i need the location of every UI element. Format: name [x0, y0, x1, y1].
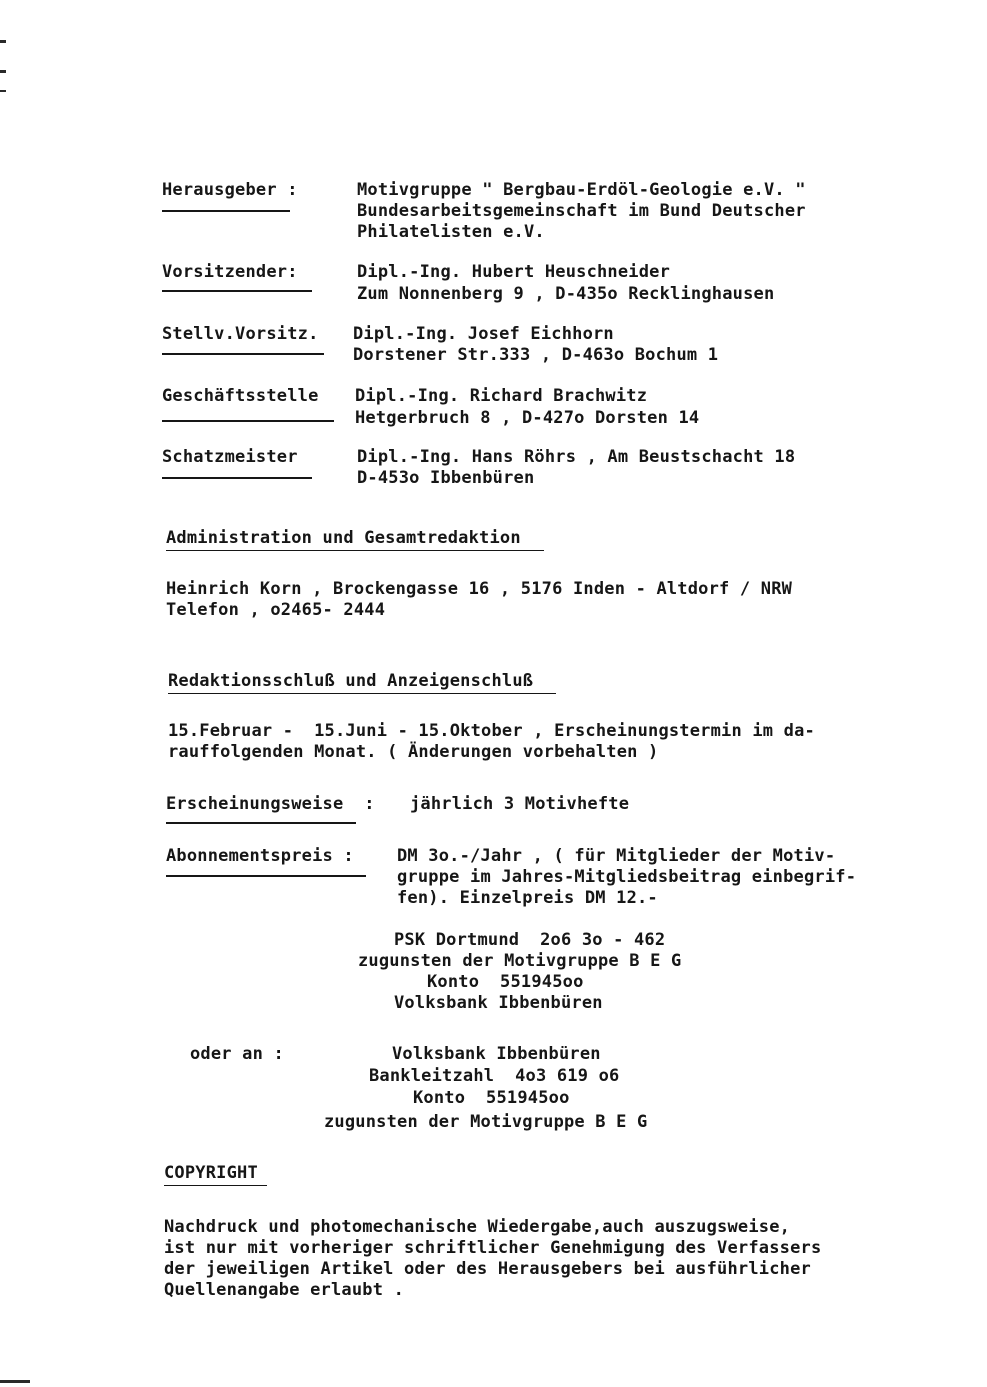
deadline-line: rauffolgenden Monat. ( Änderungen vorbehalten ): [168, 742, 659, 762]
label-underline: [162, 477, 312, 479]
heading-underline: [166, 550, 544, 551]
entry-label-vorsitzender: Vorsitzender:: [162, 262, 298, 282]
label-underline: [162, 420, 334, 422]
bank-line: Bankleitzahl 4o3 619 o6: [369, 1066, 620, 1086]
entry-label-herausgeber: Herausgeber :: [162, 180, 298, 200]
entry-line: Dipl.-Ing. Hubert Heuschneider: [357, 262, 671, 282]
entry-label-geschaeftsstelle: Geschäftsstelle: [162, 386, 319, 406]
entry-line: D-453o Ibbenbüren: [357, 468, 535, 488]
administration-line: Heinrich Korn , Brockengasse 16 , 5176 Inden - Altdorf / NRW: [166, 579, 793, 599]
label-underline: [162, 353, 324, 355]
deadline-line: 15.Februar - 15.Juni - 15.Oktober , Erscheinungstermin im da-: [168, 721, 815, 741]
label-underline: [166, 875, 366, 877]
entry-line: Dorstener Str.333 , D-463o Bochum 1: [353, 345, 719, 365]
subscription-label: Abonnementspreis :: [166, 846, 354, 866]
scan-edge-mark: [0, 40, 6, 43]
bank-line: Konto 551945oo: [413, 1088, 570, 1108]
administration-line: Telefon , o2465- 2444: [166, 600, 386, 620]
label-underline: [162, 290, 312, 292]
scan-edge-mark: [0, 90, 6, 92]
bank-line: Volksbank Ibbenbüren: [394, 993, 603, 1013]
entry-line: Dipl.-Ing. Richard Brachwitz: [355, 386, 648, 406]
subscription-line: gruppe im Jahres-Mitgliedsbeitrag einbegrif-: [397, 867, 857, 887]
heading-underline: [168, 693, 556, 694]
subscription-line: DM 3o.-/Jahr , ( für Mitglieder der Motiv-: [397, 846, 836, 866]
label-underline: [162, 210, 290, 212]
entry-line: Dipl.-Ing. Hans Röhrs , Am Beustschacht 18: [357, 447, 796, 467]
scan-edge-mark: [0, 70, 6, 73]
entry-line: Zum Nonnenberg 9 , D-435o Recklinghausen: [357, 284, 775, 304]
label-underline: [166, 822, 356, 824]
entry-line: Philatelisten e.V.: [357, 222, 545, 242]
bank-line: zugunsten der Motivgruppe B E G: [358, 951, 682, 971]
copyright-line: ist nur mit vorheriger schriftlicher Genehmigung des Verfassers: [164, 1238, 822, 1258]
entry-line: Hetgerbruch 8 , D-427o Dorsten 14: [355, 408, 700, 428]
frequency-value: jährlich 3 Motivhefte: [410, 794, 630, 814]
subscription-line: fen). Einzelpreis DM 12.-: [397, 888, 658, 908]
scan-edge-mark: [0, 1380, 30, 1383]
administration-heading: Administration und Gesamtredaktion: [166, 528, 521, 548]
copyright-line: Nachdruck und photomechanische Wiedergabe,auch auszugsweise,: [164, 1217, 791, 1237]
bank-line: Volksbank Ibbenbüren: [392, 1044, 601, 1064]
bank-line: Konto 551945oo: [427, 972, 584, 992]
entry-line: Dipl.-Ing. Josef Eichhorn: [353, 324, 614, 344]
deadline-heading: Redaktionsschluß und Anzeigenschluß: [168, 671, 534, 691]
copyright-line: der jeweiligen Artikel oder des Herausgebers bei ausführlicher: [164, 1259, 811, 1279]
heading-underline: [164, 1185, 267, 1186]
entry-line: Bundesarbeitsgemeinschaft im Bund Deutscher: [357, 201, 806, 221]
alternative-label: oder an :: [190, 1044, 284, 1064]
bank-line: zugunsten der Motivgruppe B E G: [324, 1112, 648, 1132]
entry-line: Motivgruppe " Bergbau-Erdöl-Geologie e.V. ": [357, 180, 806, 200]
entry-label-schatzmeister: Schatzmeister: [162, 447, 298, 467]
bank-line: PSK Dortmund 2o6 3o - 462: [394, 930, 666, 950]
entry-label-stellv-vorsitz: Stellv.Vorsitz.: [162, 324, 319, 344]
copyright-line: Quellenangabe erlaubt .: [164, 1280, 405, 1300]
copyright-heading: COPYRIGHT: [164, 1163, 258, 1183]
frequency-label: Erscheinungsweise :: [166, 794, 375, 814]
